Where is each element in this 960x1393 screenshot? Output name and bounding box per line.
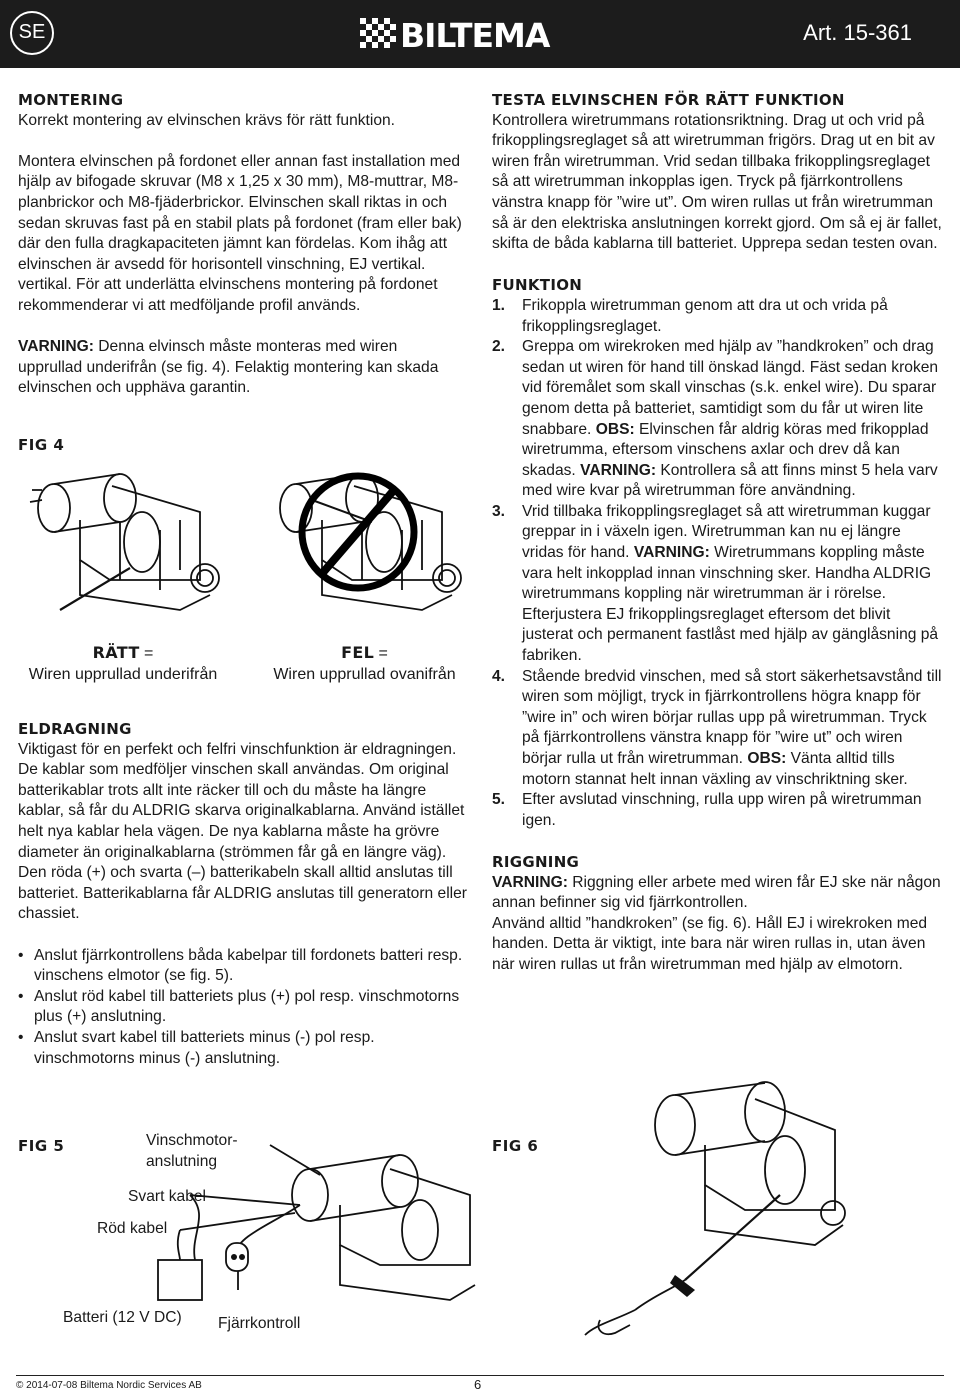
fig4-correct-winch-drawing: [20, 460, 230, 630]
step-text: Vänta alltid tills motorn stannat helt innan växling av vinschriktning sker.: [522, 750, 908, 788]
warning-text: Riggning eller arbete med wiren får EJ ske när någon annan befinner sig vid fjärrkontrollen.: [492, 873, 941, 912]
language-badge: [10, 11, 54, 55]
bullet-text: Anslut fjärrkontrollens båda kabelpar till fordonets batteri resp. vinschens elmotor (se fig. 5).: [34, 946, 463, 985]
correct-eq: =: [139, 645, 154, 662]
riggning-body: Använd alltid ”handkroken” (se fig. 6). Håll EJ i wirekroken med handen. Detta är viktigt, inte bara när wiren rullas in, utan även när wiren rullas ut från wiretrumman med hjälp av elmotorn.: [492, 914, 928, 973]
step-text: OBS:: [747, 750, 787, 767]
step-number: 4.: [492, 667, 506, 685]
step-item: [492, 502, 944, 667]
warning-label: VARNING:: [492, 873, 568, 891]
montering-intro: Korrekt montering av elvinschen krävs för rätt funktion.: [18, 111, 396, 129]
step-text: Wiretrummans koppling måste vara helt inkopplad innan vinschning sker. Handha ALDRIG wiretrummans koppling när wiretrumman är i rörelse. Efterjustera EJ frikopplingsreglaget eftersom det blivit justerat och permanent fastlåst med hjälp av gänglåsning på fabriken.: [522, 544, 939, 665]
bullet-text: Anslut svart kabel till batteriets minus (-) pol resp. vinschmotorns minus (-) anslutning.: [34, 1028, 375, 1067]
correct-title: RÄTT: [92, 643, 140, 662]
step-item: [492, 790, 944, 831]
heading-eldragning: ELDRAGNING: [18, 720, 132, 738]
heading-testa: TESTA ELVINSCHEN FÖR RÄTT FUNKTION: [492, 91, 845, 109]
warning-label: VARNING:: [18, 338, 94, 356]
funktion-steps: [492, 296, 944, 831]
heading-funktion: FUNKTION: [492, 276, 583, 295]
testa-body: Kontrollera wiretrummans rotationsriktning. Drag ut och vrid på frikopplingsreglaget så att wiretrumman frigörs. Drag ut en bit av wiren från wiretrumman. Vrid sedan tillbaka frikopplingsreglaget så att wiretrumman inkopplas igen. Tryck på fjärrkontrollens vänstra knapp för ”wire ut”. Om wiren rullas ut från wiretrumman så är den elektriska anslutningen korrekt gjord. Om så ej är fallet, skifta de båda kablarna till batteriet. Upprepa sedan testen ovan.: [492, 111, 942, 253]
riggning-warning: [492, 873, 944, 914]
wrong-caption-text: Wiren upprullad ovanifrån: [273, 666, 456, 683]
section-montering: [18, 90, 463, 399]
step-number: 3.: [492, 502, 506, 520]
page-number: 6: [474, 1377, 482, 1392]
step-number: 2.: [492, 338, 506, 356]
warning-text: Denna elvinsch måste monteras med wiren upprullad underifrån (se fig. 4). Felaktig montering kan skada elvinschen och upphäva garantin.: [18, 338, 439, 397]
correct-caption-text: Wiren upprullad underifrån: [28, 666, 218, 683]
motor-label-line2: anslutning: [146, 1153, 218, 1170]
fig6-label: FIG 6: [492, 1137, 539, 1155]
eldragning-bullets: [18, 946, 470, 1070]
step-item: [492, 337, 944, 502]
list-item: • Anslut fjärrkontrollens båda kabelpar till fordonets batteri resp. vinschens elmotor (se fig. 5).: [18, 946, 463, 985]
heading-montering: MONTERING: [18, 91, 124, 109]
footer-rule: [16, 1375, 944, 1376]
svg-text:BILTEMA: BILTEMA: [400, 16, 550, 55]
fig5-black-cable-label: Svart kabel: [128, 1188, 207, 1205]
step-number: 1.: [492, 296, 506, 314]
fig5-wiring-drawing: [150, 1135, 480, 1325]
motor-label-line1: Vinschmotor-: [146, 1132, 238, 1149]
step-text: Stående bredvid vinschen, med så stort säkerhetsavstånd till wiren som möjligt, tryck in fjärrkontrollens högra knapp för ”wire in” och wiren börjar rullas upp på wiretrumman. Tryck på fjärrkontrollens vänstra knapp för ”wire ut” och wiren börjar rulla ut från wiretrumman.: [522, 667, 942, 767]
wrong-eq: =: [374, 645, 388, 662]
step-text: Kontrollera så att finns minst 5 hela varv med wire kvar på wiretrumman före användning.: [522, 461, 938, 500]
fig5-remote-label: Fjärrkontroll: [218, 1315, 301, 1332]
montering-warning: [18, 337, 463, 399]
step-item: [492, 296, 944, 337]
heading-riggning: RIGGNING: [492, 852, 580, 871]
step-text: VARNING:: [580, 461, 657, 479]
step-number: 5.: [492, 791, 506, 809]
step-text: Frikoppla wiretrumman genom att dra ut och vrida på frikopplingsreglaget.: [522, 296, 888, 335]
wrong-title: FEL: [341, 643, 375, 662]
footer-copyright: © 2014-07-08 Biltema Nordic Services AB: [16, 1380, 202, 1391]
biltema-logo: [360, 14, 605, 54]
eldragning-body: Viktigast för en perfekt och felfri vinschfunktion är eldragningen. De kablar som medföljer vinschen skall användas. Om original batterikablar trots allt inte räcker till och du måste ha längre kablar, så får du ALDRIG skarva originalkablarna. Använd istället helt nya kablar hela vägen. De nya kablarna måste ha grövre diameter än originalkablarna (strömmen får gå en längre väg). Den röda (+) och svarta (–) batterikabeln skall alltid anslutas till batteriet. Batterikablarna får ALDRIG anslutas till generatorn eller chassiet.: [18, 740, 467, 923]
list-item: • Anslut svart kabel till batteriets minus (-) pol resp. vinschmotorns minus (-) anslutning.: [18, 1028, 375, 1067]
step-item: [492, 667, 944, 791]
page-header: [0, 0, 960, 68]
fig4-label: FIG 4: [18, 436, 65, 454]
step-text: Elvinschen får aldrig köras med frikopplad wiretrumma, eftersom vinschens axlar och drev då kan skadas.: [522, 420, 929, 479]
step-text: Greppa om wirekroken med hjälp av ”handkroken” och drag sedan ut wiren för hand till önskad längd. Fäst sedan kroken vid föremålet som skall vinschas (s.k. enkel wire). Du sparar genom detta på batteriet, samtidigt som du får ut wiren lite snabbare.: [522, 338, 939, 438]
fig5-red-cable-label: Röd kabel: [97, 1220, 168, 1237]
section-right: [492, 90, 944, 976]
step-text: OBS:: [595, 420, 635, 438]
fig5-battery-label: Batteri (12 V DC): [63, 1309, 182, 1326]
article-number: Art. 15-361: [803, 20, 912, 45]
fig4-correct-caption: [18, 642, 228, 685]
step-text: Vrid tillbaka frikopplingsreglaget så att wiretrumman kuggar greppar in i växeln igen. Wiretrumman kan nu ej längre vridas för hand.: [522, 502, 931, 562]
section-eldragning: [18, 719, 470, 1069]
step-text: VARNING:: [633, 544, 710, 562]
bullet-text: Anslut röd kabel till batteriets plus (+) pol resp. vinschmotorns plus (+) anslutning.: [34, 987, 460, 1026]
step-text: Efter avslutad vinschning, rulla upp wiren på wiretrumman igen.: [522, 791, 922, 829]
fig4-wrong-winch-drawing: [262, 460, 472, 630]
fig5-label: FIG 5: [18, 1137, 65, 1155]
fig4-wrong-caption: [262, 642, 467, 685]
language-code: SE: [18, 21, 46, 43]
list-item: • Anslut röd kabel till batteriets plus (+) pol resp. vinschmotorns plus (+) anslutning.: [18, 987, 460, 1026]
montering-body: Montera elvinschen på fordonet eller annan fast installation med hjälp av bifogade skruvar (M8 x 1,25 x 30 mm), M8-muttrar, M8-planbrickor och M8-fjäderbrickor. Elvinschen skall riktas in och sedan skruvas fast på en stabil plats på fordonet (fram eller bak) där den fulla dragkapaciteten jämnt kan fördelas. Kom ihåg att elvinschen är avsedd för horisontell vinschning, EJ vertikal. vertikal. För att underlätta elvinschens montering på fordonet rekommenderar vi att medföljande profil används.: [18, 152, 462, 314]
fig6-hand-hook-drawing: [575, 1085, 855, 1345]
